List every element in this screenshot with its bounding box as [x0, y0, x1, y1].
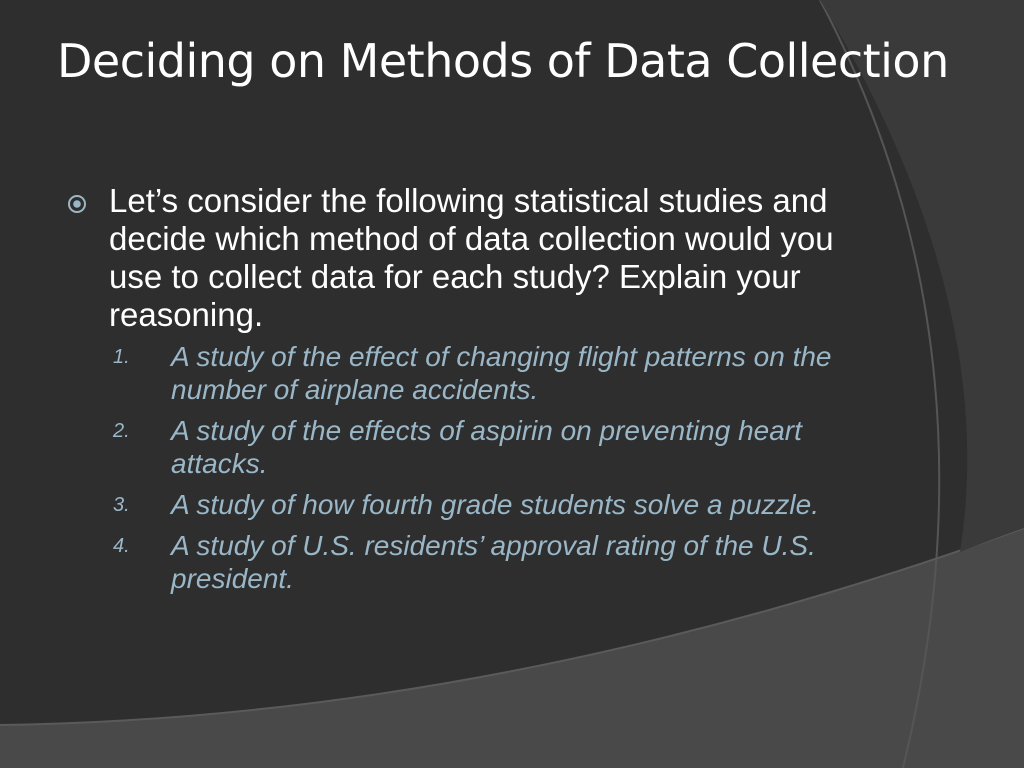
study-number: 1.: [113, 346, 130, 368]
study-number: 2.: [113, 420, 130, 442]
study-item: [64, 340, 894, 406]
slide-title: Deciding on Methods of Data Collection: [57, 34, 949, 88]
study-text: A study of U.S. residents’ approval rating of the U.S. president.: [171, 530, 816, 594]
study-text: A study of the effects of aspirin on preventing heart attacks.: [171, 415, 802, 479]
study-item: [64, 488, 894, 521]
study-text: A study of how fourth grade students solve a puzzle.: [171, 489, 820, 520]
study-item: [64, 414, 894, 480]
study-list: [64, 340, 894, 595]
study-text: A study of the effect of changing flight patterns on the number of airplane accidents.: [171, 341, 832, 405]
circle-bullet-icon: [67, 194, 87, 214]
bullet-text: Let’s consider the following statistical studies and decide which method of data collection would you use to collect data for each study? Explain your reasoning.: [109, 182, 834, 333]
bullet-item: [64, 182, 894, 334]
study-number: 4.: [113, 535, 130, 557]
study-number: 3.: [113, 494, 130, 516]
slide-content: [64, 182, 894, 603]
study-item: [64, 529, 894, 595]
